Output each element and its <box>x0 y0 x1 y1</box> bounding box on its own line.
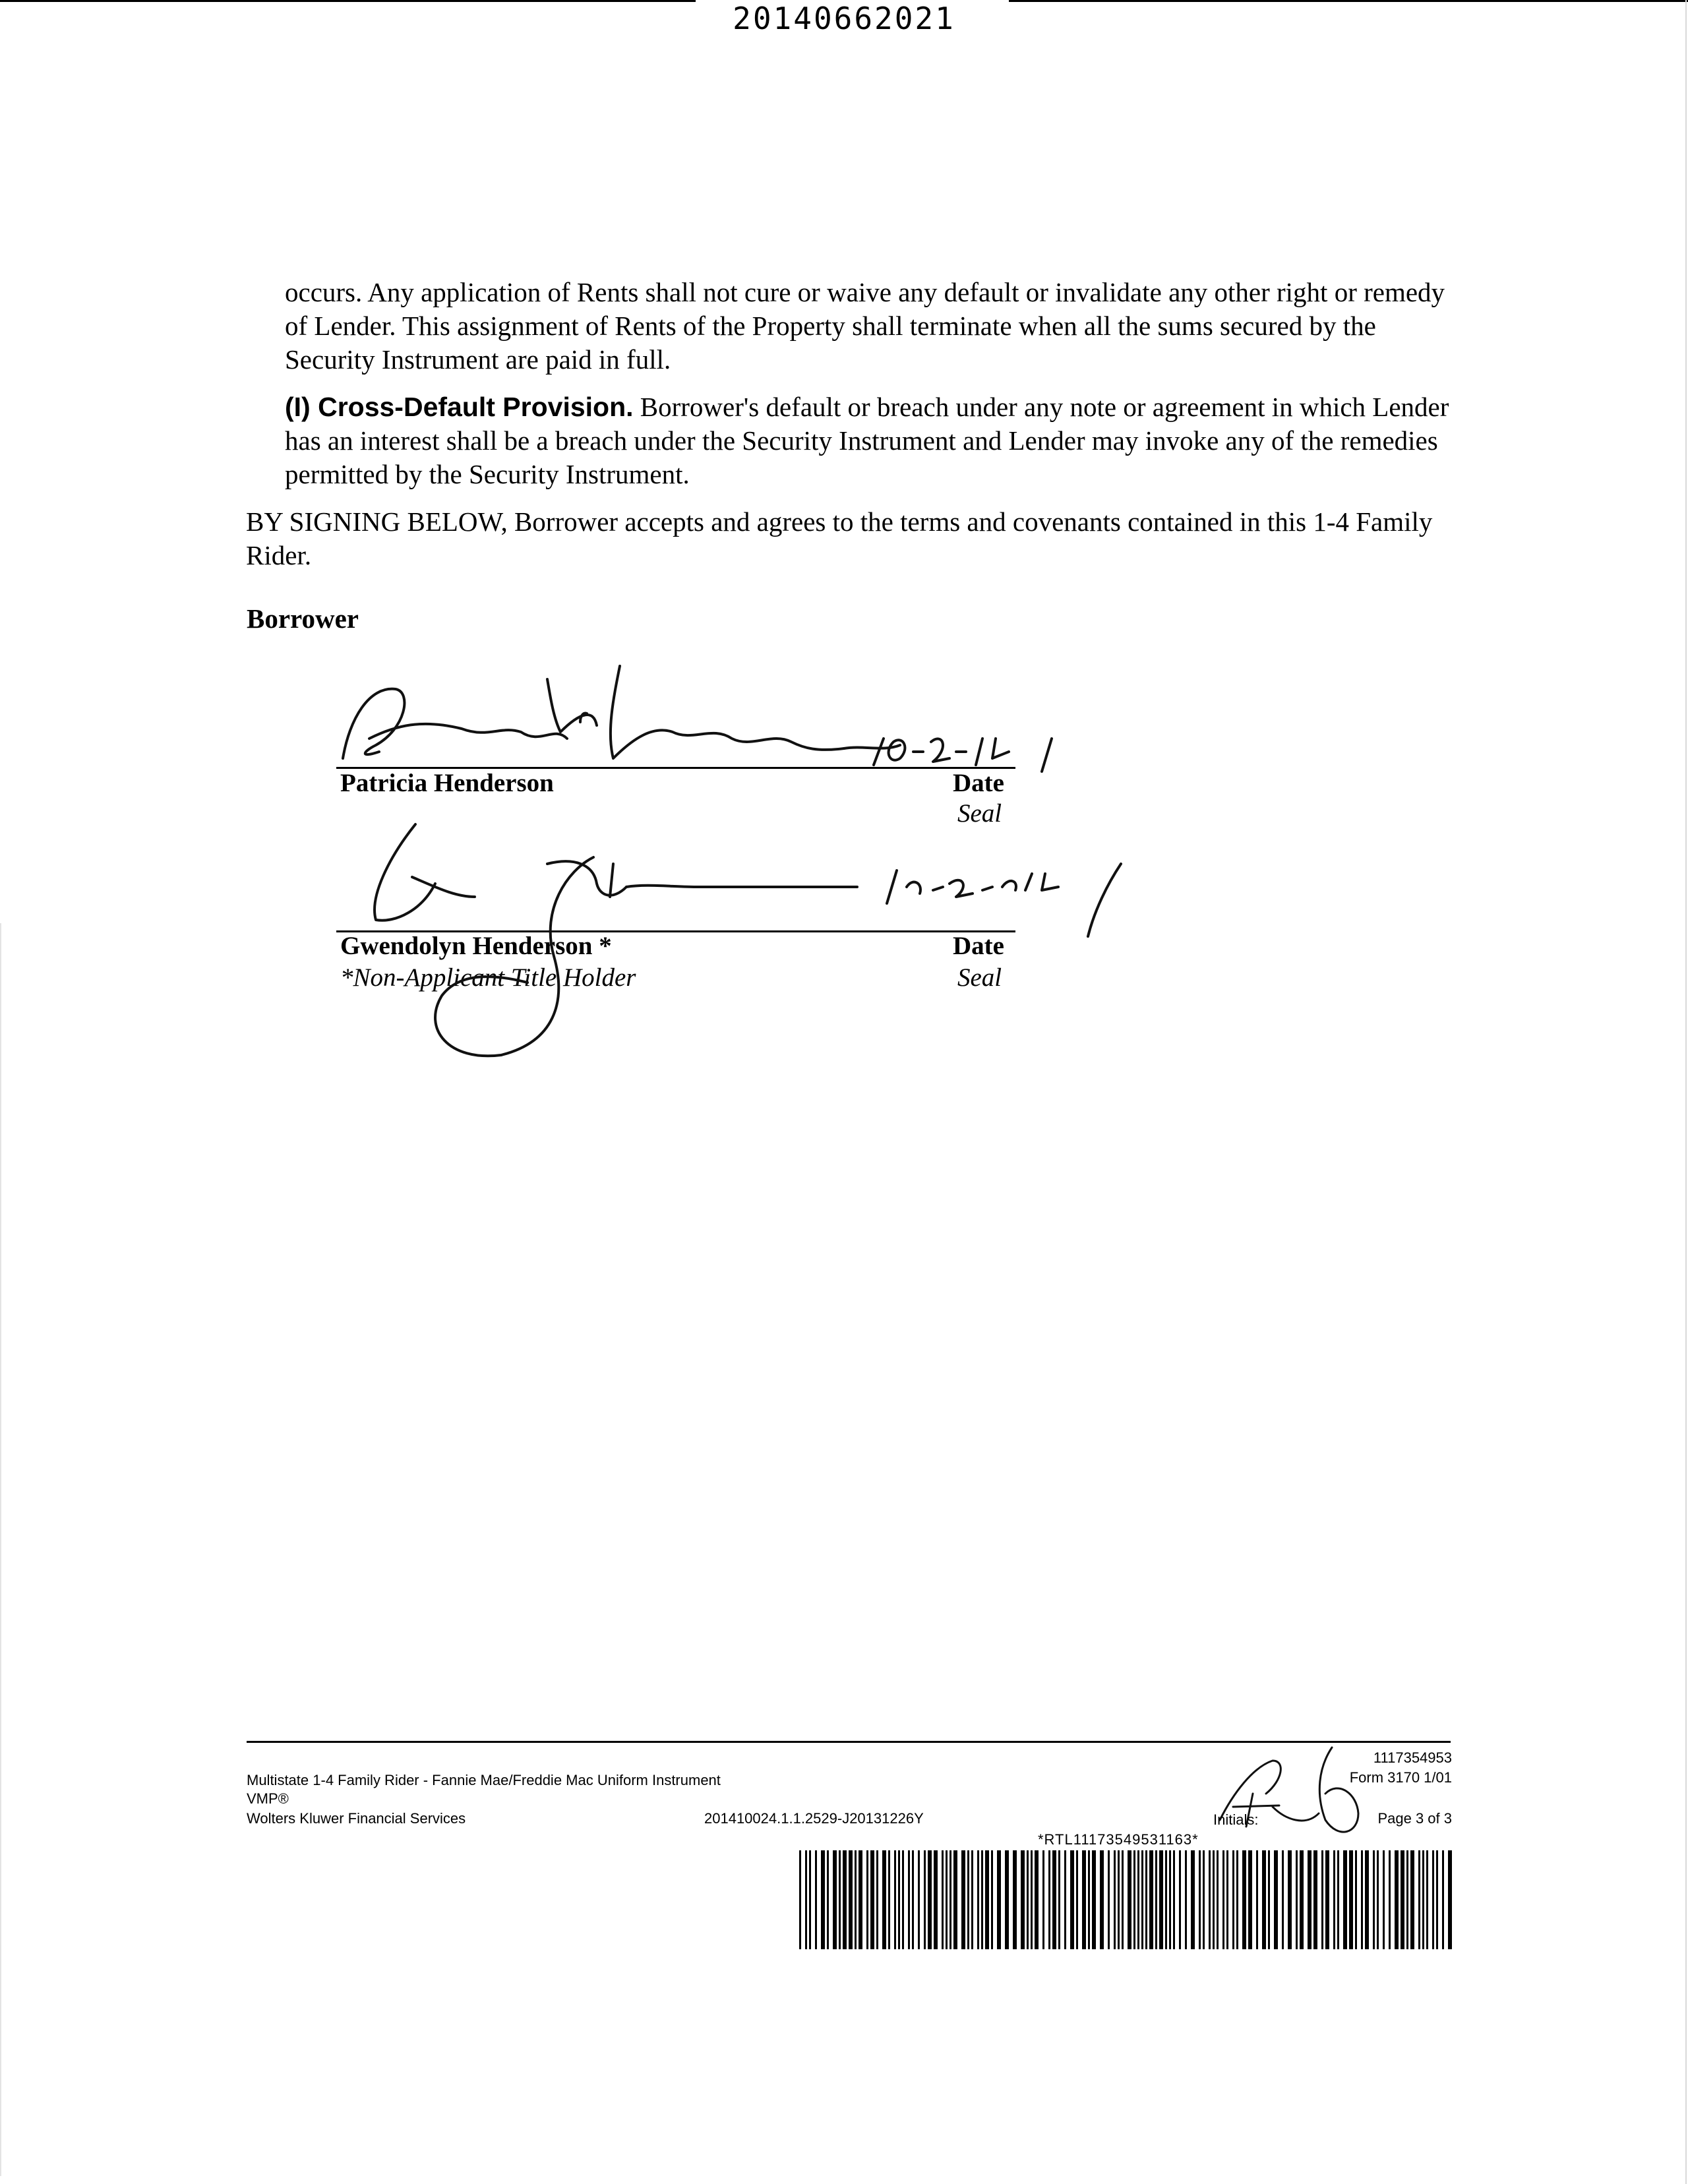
footer-document-code: 201410024.1.1.2529-J20131226Y <box>704 1810 924 1827</box>
barcode-bar <box>1048 1850 1050 1949</box>
signer1-name: Patricia Henderson <box>340 769 554 797</box>
barcode-bar <box>1321 1850 1323 1949</box>
barcode-bar <box>1343 1850 1347 1949</box>
barcode-bar <box>866 1850 868 1949</box>
barcode-bar <box>1082 1850 1086 1949</box>
barcode-bar <box>1262 1850 1266 1949</box>
barcode-bar <box>1128 1850 1131 1949</box>
barcode-bar <box>1389 1850 1391 1949</box>
signer2-note: *Non-Applicant Title Holder <box>340 963 636 992</box>
barcode-bar <box>1199 1850 1201 1949</box>
barcode-bar <box>1145 1850 1147 1949</box>
footer-vmp: VMP® <box>247 1790 289 1807</box>
barcode-bar <box>991 1850 993 1949</box>
barcode-bar <box>888 1850 890 1949</box>
barcode-bar <box>1355 1850 1357 1949</box>
barcode-bar <box>839 1850 841 1949</box>
barcode-bar <box>1165 1850 1167 1949</box>
barcode-bar <box>1191 1850 1195 1949</box>
barcode-bar <box>1118 1850 1120 1949</box>
barcode-bar <box>1052 1850 1056 1949</box>
barcode-bar <box>1173 1850 1175 1949</box>
barcode-bar <box>981 1850 983 1949</box>
barcode-bar <box>1337 1850 1339 1949</box>
barcode-bar <box>1100 1850 1104 1949</box>
barcode-bar <box>1383 1850 1385 1949</box>
barcode-bar <box>1442 1850 1444 1949</box>
barcode-bar <box>1222 1850 1224 1949</box>
barcode-bar <box>855 1850 857 1949</box>
signer2-seal-label: Seal <box>957 963 1002 992</box>
footer-initials-label: Initials: <box>1213 1811 1259 1828</box>
barcode-bar <box>1422 1850 1424 1949</box>
borrower-heading: Borrower <box>247 603 359 634</box>
barcode-bar <box>918 1850 920 1949</box>
barcode-bar <box>1122 1850 1124 1949</box>
barcode-bar <box>1042 1850 1044 1949</box>
barcode-bar <box>1313 1850 1317 1949</box>
barcode-bar <box>971 1850 973 1949</box>
barcode-bar <box>1274 1850 1278 1949</box>
barcode-bar <box>809 1850 811 1949</box>
barcode-bar <box>1064 1850 1066 1949</box>
barcode-bar <box>977 1850 979 1949</box>
footer-form-number: Form 3170 1/01 <box>1349 1769 1452 1786</box>
barcode-bar <box>1236 1850 1238 1949</box>
barcode-bar <box>1232 1850 1234 1949</box>
barcode-bar <box>799 1850 801 1949</box>
footer-form-description: Multistate 1-4 Family Rider - Fannie Mae/Freddie Mac Uniform Instrument <box>247 1772 721 1788</box>
paragraph-signing: BY SIGNING BELOW, Borrower accepts and agrees to the terms and covenants contained in this 1-4 Family Rider. <box>246 506 1433 570</box>
barcode-bar <box>876 1850 878 1949</box>
barcode-bar <box>928 1850 932 1949</box>
barcode-bar <box>1448 1850 1452 1949</box>
barcode-bar <box>1418 1850 1420 1949</box>
cross-default-text: Borrower's default or breach under any note or agreement in which Lender has an interest shall be a breach under the Security Instrument and Lender may invoke any of the remedies permitted by the Security Instrument. <box>285 392 1449 489</box>
barcode-bar <box>1027 1850 1029 1949</box>
barcode-bar <box>961 1850 965 1949</box>
barcode-bar <box>924 1850 926 1949</box>
barcode-bar <box>1300 1850 1304 1949</box>
signature-gwendolyn <box>375 824 857 1056</box>
barcode-bar <box>1288 1850 1292 1949</box>
barcode-bar <box>827 1850 829 1949</box>
barcode-bar <box>934 1850 938 1949</box>
barcode-bar <box>1410 1850 1414 1949</box>
barcode-bar <box>1325 1850 1329 1949</box>
barcode-bar <box>1373 1850 1375 1949</box>
barcode-bar <box>908 1850 910 1949</box>
barcode-bar <box>1013 1850 1017 1949</box>
barcode-bar <box>1242 1850 1246 1949</box>
barcode-bar <box>859 1850 862 1949</box>
footer-rule <box>247 1741 1451 1743</box>
barcode-bar <box>902 1850 904 1949</box>
barcode-bar <box>1377 1850 1379 1949</box>
paragraph-rents: occurs. Any application of Rents shall not cure or waive any default or invalidate any other right or remedy of Lender. This assignment of Rents of the Property shall terminate when all the sums secured by the Security Instrument are paid in full. <box>285 277 1445 375</box>
barcode-bar <box>1256 1850 1258 1949</box>
barcode-bar <box>1436 1850 1438 1949</box>
barcode-bar <box>1088 1850 1090 1949</box>
barcode-bar <box>1406 1850 1408 1949</box>
barcode-text: *RTL11173549531163* <box>1038 1831 1199 1848</box>
barcode-bar <box>898 1850 900 1949</box>
barcode-bar <box>1070 1850 1074 1949</box>
barcode-bar <box>950 1850 951 1949</box>
signer1-seal-label: Seal <box>957 799 1002 828</box>
barcode-bar <box>1155 1850 1157 1949</box>
barcode-bar <box>1333 1850 1335 1949</box>
cross-default-heading: (I) Cross-Default Provision. <box>285 392 634 422</box>
barcode-bar <box>1268 1850 1270 1949</box>
footer-publisher: Wolters Kluwer Financial Services <box>247 1810 466 1827</box>
barcode-bar <box>1432 1850 1434 1949</box>
barcode-bar <box>946 1850 948 1949</box>
handwritten-date-1 <box>874 739 1052 772</box>
signer2-name: Gwendolyn Henderson * <box>340 932 612 960</box>
barcode-bar <box>1141 1850 1143 1949</box>
barcode-bar <box>1203 1850 1205 1949</box>
barcode-bar <box>985 1850 989 1949</box>
barcode-bar <box>821 1850 825 1949</box>
barcode-bar <box>912 1850 914 1949</box>
barcode-bar <box>1137 1850 1139 1949</box>
scan-edge-left <box>0 923 1 2176</box>
barcode-bar <box>849 1850 853 1949</box>
handwritten-date-2 <box>887 864 1121 936</box>
barcode-bar <box>1185 1850 1187 1949</box>
barcode-bar <box>1169 1850 1171 1949</box>
barcode-bar <box>1076 1850 1078 1949</box>
barcode-bar <box>1395 1850 1399 1949</box>
barcode-bar <box>833 1850 837 1949</box>
barcode-bar <box>1217 1850 1219 1949</box>
barcode-bar <box>1021 1850 1025 1949</box>
barcode-bar <box>843 1850 847 1949</box>
barcode-bar <box>1213 1850 1215 1949</box>
barcode-bar <box>1058 1850 1060 1949</box>
barcode-bar <box>1308 1850 1311 1949</box>
barcode-bar <box>1114 1850 1116 1949</box>
footer-page-number: Page 3 of 3 <box>1377 1810 1452 1827</box>
barcode-bar <box>1005 1850 1009 1949</box>
barcode-bar <box>1226 1850 1228 1949</box>
barcode-bar <box>894 1850 896 1949</box>
barcode-bar <box>1426 1850 1428 1949</box>
barcode-bar <box>1282 1850 1284 1949</box>
signature-patricia <box>343 666 900 758</box>
barcode-bar <box>953 1850 957 1949</box>
document-number: 20140662021 <box>733 1 955 36</box>
signer2-date-label: Date <box>953 932 1004 960</box>
barcode-bar <box>870 1850 874 1949</box>
barcode-bar <box>1349 1850 1353 1949</box>
barcode-bar <box>1248 1850 1252 1949</box>
barcode-bar <box>1092 1850 1096 1949</box>
barcode-bar <box>967 1850 969 1949</box>
barcode <box>799 1850 1452 1949</box>
barcode-bar <box>1361 1850 1363 1949</box>
barcode-bar <box>1179 1850 1181 1949</box>
barcode-bar <box>815 1850 817 1949</box>
barcode-bar <box>1108 1850 1110 1949</box>
barcode-bar <box>1149 1850 1153 1949</box>
footer-loan-number: 1117354953 <box>1373 1749 1452 1766</box>
barcode-bar <box>1209 1850 1211 1949</box>
barcode-bar <box>1296 1850 1298 1949</box>
barcode-bar <box>1365 1850 1369 1949</box>
barcode-bar <box>1031 1850 1033 1949</box>
barcode-bar <box>1035 1850 1039 1949</box>
scan-edge-right <box>1685 0 1687 2184</box>
barcode-bar <box>1401 1850 1404 1949</box>
barcode-bar <box>805 1850 807 1949</box>
barcode-bar <box>1159 1850 1163 1949</box>
barcode-bar <box>997 1850 1001 1949</box>
barcode-bar <box>1133 1850 1135 1949</box>
signer1-date-label: Date <box>953 769 1004 797</box>
barcode-bar <box>882 1850 886 1949</box>
barcode-bar <box>942 1850 944 1949</box>
